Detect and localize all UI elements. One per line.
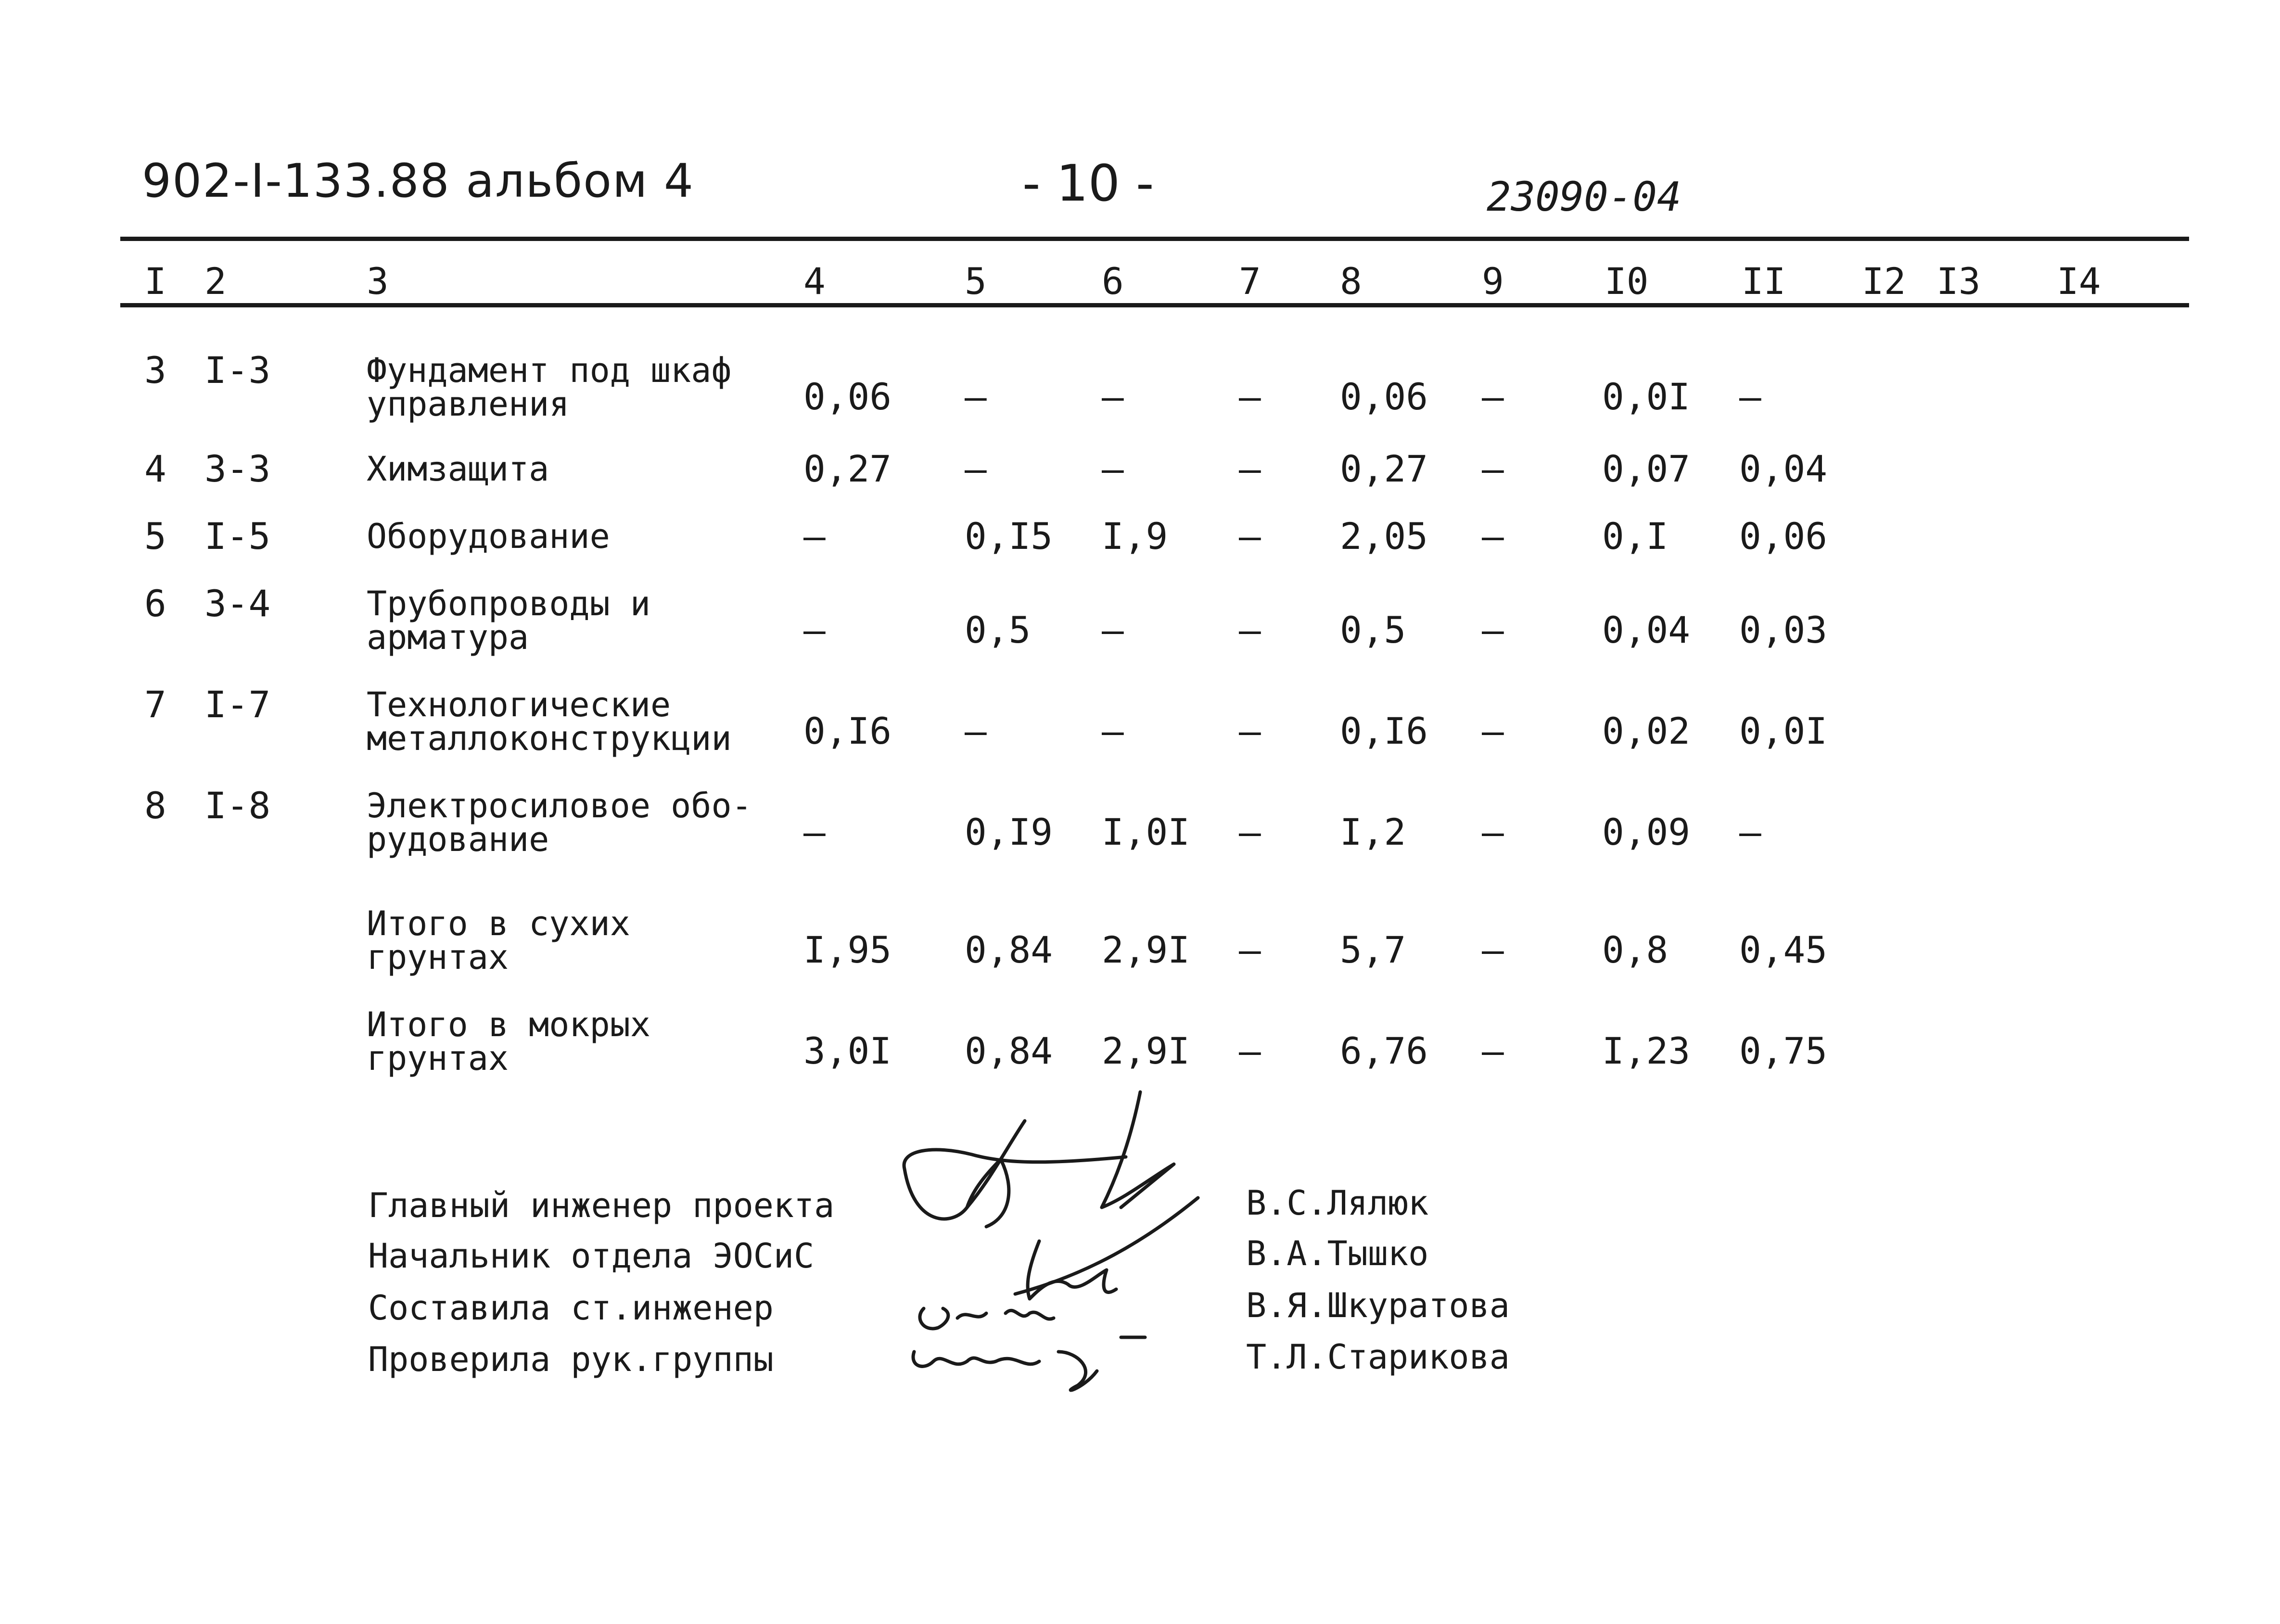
column-header: 3 — [367, 260, 389, 303]
item-name: Трубопроводы и — [367, 584, 651, 623]
cell-col8: 0,5 — [1340, 609, 1406, 651]
cell-col7: – — [1239, 710, 1261, 752]
signatory-name: В.С.Лялюк — [1246, 1183, 1429, 1223]
column-header: 4 — [803, 260, 826, 303]
cell-col4: 0,06 — [803, 375, 892, 418]
cell-col10: 0,I — [1602, 515, 1669, 558]
column-header: 6 — [1102, 260, 1124, 303]
item-name-continued: металлоконструкции — [367, 719, 732, 758]
item-code: I-8 — [204, 784, 271, 827]
cell-col10: 0,02 — [1602, 710, 1691, 752]
signature-title: Главный инженер проекта — [368, 1186, 835, 1225]
cell-col7: – — [1239, 375, 1261, 418]
column-header-rule — [120, 303, 2189, 307]
item-name: Электросиловое обо- — [367, 786, 752, 825]
cell-col11: 0,04 — [1739, 447, 1828, 490]
cell-col4: 3,0I — [803, 1029, 892, 1072]
cell-col11: 0,45 — [1739, 928, 1828, 971]
item-name: Итого в мокрых — [367, 1005, 651, 1044]
column-header: I4 — [2057, 260, 2101, 303]
item-code: 3-4 — [204, 582, 271, 625]
cell-col9: – — [1482, 447, 1504, 490]
cell-col6: – — [1102, 447, 1124, 490]
column-header: 2 — [204, 260, 227, 303]
item-code: I-3 — [204, 349, 271, 392]
cell-col9: – — [1482, 375, 1504, 418]
item-name-continued: грунтах — [367, 1039, 509, 1078]
cell-col8: 0,27 — [1340, 447, 1428, 490]
page-number: - 10 - — [1022, 154, 1154, 213]
handwritten-signatures — [895, 1082, 1222, 1400]
cell-col6: I,9 — [1102, 515, 1168, 558]
item-name: Итого в сухих — [367, 904, 630, 943]
cell-col10: 0,07 — [1602, 447, 1691, 490]
header-rule — [120, 237, 2189, 241]
signature-title: Начальник отдела ЭОСиС — [368, 1236, 815, 1276]
cell-col11: – — [1739, 811, 1761, 853]
item-name: Оборудование — [367, 517, 610, 556]
cell-col9: – — [1482, 928, 1504, 971]
cell-col8: I,2 — [1340, 811, 1406, 853]
cell-col10: 0,04 — [1602, 609, 1691, 651]
cell-col7: – — [1239, 928, 1261, 971]
cell-col5: – — [965, 447, 987, 490]
cell-col11: – — [1739, 375, 1761, 418]
item-name-continued: управления — [367, 384, 570, 424]
cell-col11: 0,03 — [1739, 609, 1828, 651]
column-header: II — [1742, 260, 1786, 303]
signatory-name: В.Я.Шкуратова — [1246, 1286, 1510, 1325]
cell-col7: – — [1239, 609, 1261, 651]
cell-col5: 0,I5 — [965, 515, 1053, 558]
cell-col4: 0,I6 — [803, 710, 892, 752]
cell-col4: – — [803, 811, 826, 853]
cell-col7: – — [1239, 447, 1261, 490]
item-name-continued: грунтах — [367, 938, 509, 977]
cell-col6: 2,9I — [1102, 928, 1190, 971]
cell-col5: 0,5 — [965, 609, 1031, 651]
cell-col9: – — [1482, 811, 1504, 853]
item-code: I-7 — [204, 683, 271, 726]
signatory-name: В.А.Тышко — [1246, 1234, 1429, 1273]
cell-col6: – — [1102, 375, 1124, 418]
cell-col5: – — [965, 375, 987, 418]
signature-title: Проверила рук.группы — [368, 1340, 774, 1379]
item-name: Технологические — [367, 685, 671, 724]
cell-col11: 0,06 — [1739, 515, 1828, 558]
cell-col7: – — [1239, 811, 1261, 853]
cell-col7: – — [1239, 515, 1261, 558]
item-name-continued: арматура — [367, 618, 529, 657]
cell-col5: – — [965, 710, 987, 752]
cell-col5: 0,I9 — [965, 811, 1053, 853]
row-number: 4 — [144, 447, 166, 490]
cell-col6: – — [1102, 609, 1124, 651]
cell-col4: – — [803, 515, 826, 558]
column-header: 9 — [1482, 260, 1504, 303]
column-header: 7 — [1239, 260, 1261, 303]
column-header: 5 — [965, 260, 987, 303]
cell-col8: 5,7 — [1340, 928, 1406, 971]
cell-col5: 0,84 — [965, 1029, 1053, 1072]
cell-col4: I,95 — [803, 928, 892, 971]
row-number: 8 — [144, 784, 166, 827]
cell-col9: – — [1482, 515, 1504, 558]
cell-col8: 0,06 — [1340, 375, 1428, 418]
column-header: I2 — [1862, 260, 1906, 303]
cell-col10: 0,09 — [1602, 811, 1691, 853]
cell-col11: 0,0I — [1739, 710, 1828, 752]
cell-col10: 0,8 — [1602, 928, 1669, 971]
row-number: 3 — [144, 349, 166, 392]
cell-col10: 0,0I — [1602, 375, 1691, 418]
cell-col4: – — [803, 609, 826, 651]
item-name-continued: рудование — [367, 820, 549, 859]
document-code: 23090-04 — [1487, 173, 1681, 220]
cell-col11: 0,75 — [1739, 1029, 1828, 1072]
column-header: I3 — [1936, 260, 1981, 303]
document-designation: 902-I-133.88 альбом 4 — [142, 154, 694, 208]
cell-col8: 2,05 — [1340, 515, 1428, 558]
cell-col10: I,23 — [1602, 1029, 1691, 1072]
item-name: Химзащита — [367, 449, 549, 489]
column-header: I — [144, 260, 166, 303]
column-header: I0 — [1605, 260, 1649, 303]
row-number: 5 — [144, 515, 166, 558]
row-number: 6 — [144, 582, 166, 625]
column-header: 8 — [1340, 260, 1362, 303]
cell-col6: – — [1102, 710, 1124, 752]
cell-col8: 0,I6 — [1340, 710, 1428, 752]
item-name: Фундамент под шкаф — [367, 351, 732, 390]
item-code: I-5 — [204, 515, 271, 558]
cell-col4: 0,27 — [803, 447, 892, 490]
row-number: 7 — [144, 683, 166, 726]
cell-col7: – — [1239, 1029, 1261, 1072]
cell-col6: I,0I — [1102, 811, 1190, 853]
cell-col6: 2,9I — [1102, 1029, 1190, 1072]
cell-col8: 6,76 — [1340, 1029, 1428, 1072]
signatory-name: Т.Л.Старикова — [1246, 1337, 1510, 1377]
cell-col9: – — [1482, 609, 1504, 651]
cell-col5: 0,84 — [965, 928, 1053, 971]
signature-title: Составила ст.инженер — [368, 1288, 774, 1328]
item-code: 3-3 — [204, 447, 271, 490]
cell-col9: – — [1482, 1029, 1504, 1072]
cell-col9: – — [1482, 710, 1504, 752]
